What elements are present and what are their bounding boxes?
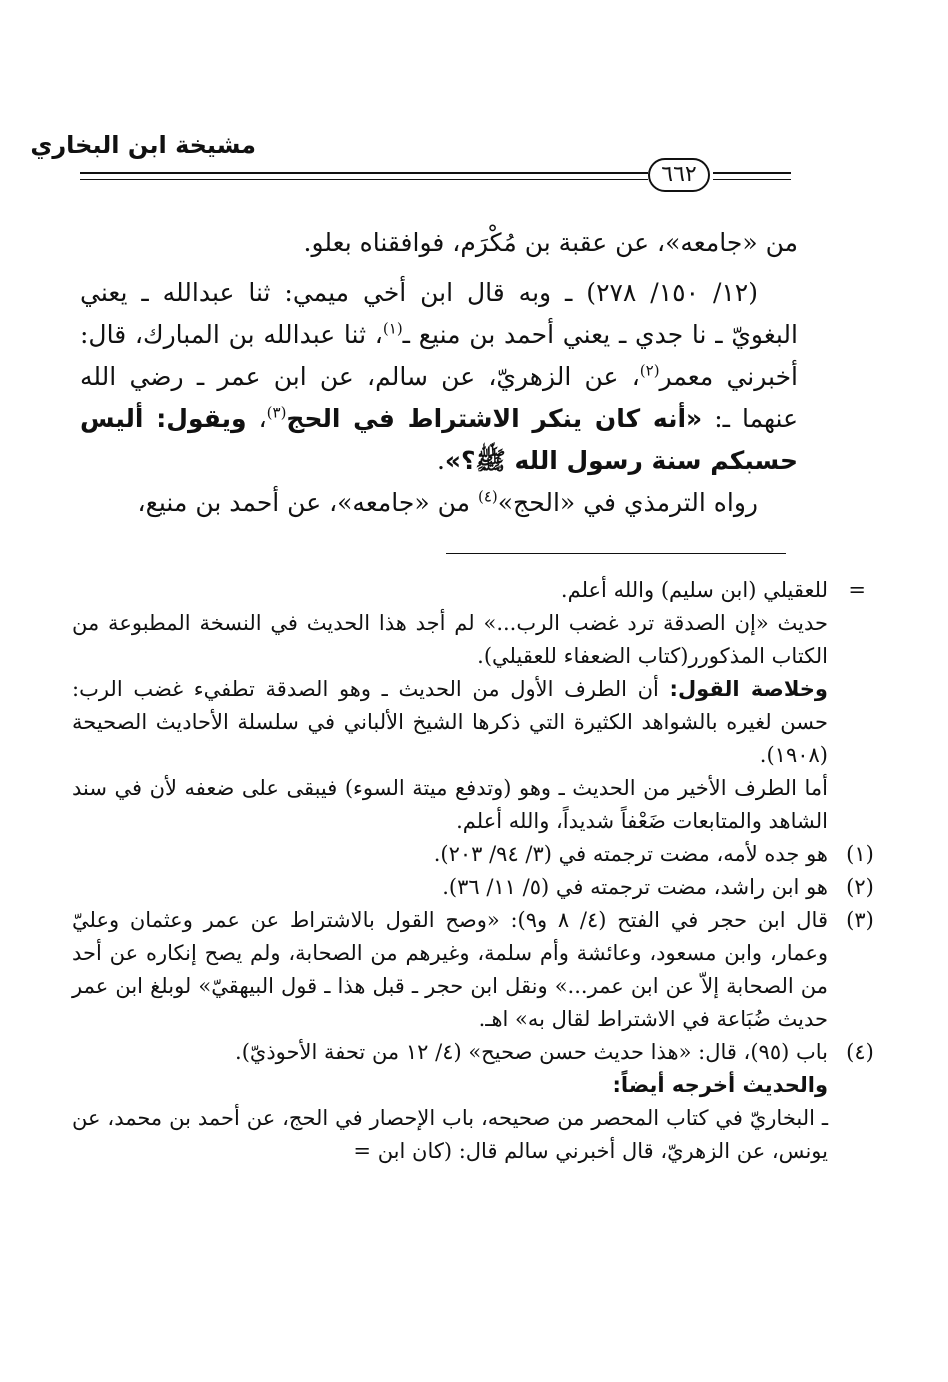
footnote-text: باب (٩٥)، قال: «هذا حديث حسن صحيح» (٤/ ١٢ من تحفة الأحوذيّ). <box>235 1040 828 1064</box>
footnote-continuation <box>72 772 828 838</box>
footnote-heading: والحديث أخرجه أيضاً: <box>612 1073 828 1097</box>
paragraph-text: . <box>436 446 445 475</box>
footnote-item <box>72 904 874 1036</box>
hadith-paragraph <box>80 272 798 482</box>
footnote-text: هو ابن راشد، مضت ترجمته في (٥/ ١١/ ٣٦). <box>442 875 828 899</box>
paragraph-text: من «جامعه»، عن أحمد بن منيع، <box>137 488 478 517</box>
footnote-continuation <box>72 607 828 673</box>
paragraph-text: من «جامعه»، عن عقبة بن مُكْرَم، فوافقناه بعلو. <box>303 228 798 257</box>
footnote-text: هو جده لأمه، مضت ترجمته في (٣/ ٩٤/ ٢٠٣). <box>433 842 828 866</box>
footnote-subheading <box>72 1069 828 1102</box>
paragraph-text: (١٢/ ١٥٠/ ٢٧٨) ـ وبه قال ابن أخي ميمي: ثنا عبدالله ـ يعني البغويّ ـ نا جدي ـ يعني أحمد بن منيع ـ <box>80 278 798 349</box>
paragraph-text: ، عن الزهريّ، عن سالم، عن ابن عمر ـ رضي الله عنهما ـ: <box>80 362 799 433</box>
running-title: مشيخة ابن البخاري <box>30 131 256 159</box>
footnote-ref[interactable]: (٣) <box>266 403 287 422</box>
header-rule <box>80 179 648 180</box>
footnote-text: أما الطرف الأخير من الحديث ـ وهو (وتدفع ميتة السوء) فيبقى على ضعفه لأن في سند الشاهد والمتابعات ضَعْفاً شديداً، والله أعلم. <box>72 776 828 833</box>
footnote-text: قال ابن حجر في الفتح (٤/ ٨ و٩): «وصح القول بالاشتراط عن عمر وعثمان وعليّ وعمار، وابن مسعود، وعائشة وأم سلمة، وغيرهم من الصحابة، ولم يصح إنكاره عن أحد من الصحابة إلاّ عن ابن عمر...» ونقل ابن حجر ـ قبل هذا ـ قول البيهقيّ» لوبلغ ابن عمر حديث ضُبَاعة في الاشتراط لقال به» اهـ. <box>72 908 828 1031</box>
paragraph <box>80 222 798 264</box>
footnote-number: (١) <box>846 842 874 866</box>
footnotes <box>72 574 874 1168</box>
header-rule <box>713 172 791 174</box>
paragraph-text: رواه الترمذي في «الحج» <box>497 488 758 517</box>
header-rule <box>80 172 648 174</box>
footnote-ref[interactable]: (٤) <box>477 487 498 506</box>
footnote-number: (٣) <box>846 908 874 932</box>
continuation-mark: = <box>848 578 866 602</box>
footnote-ref[interactable]: (١) <box>382 319 403 338</box>
footnote-text: للعقيلي (ابن سليم) والله أعلم. <box>560 578 828 602</box>
paragraph-text: ، ثنا عبدالله بن المبارك، قال: أخبرني معمر <box>80 320 798 391</box>
footnote-heading: وخلاصة القول: <box>669 677 828 701</box>
paragraph <box>80 482 798 524</box>
footnote-ref[interactable]: (٢) <box>639 361 660 380</box>
footnote-number: (٢) <box>846 875 874 899</box>
hadith-text: ويقول: أليس حسبكم سنة رسول الله ﷺ؟» <box>80 404 798 475</box>
footnote-item <box>72 1036 874 1069</box>
footnote-text: أن الطرف الأول من الحديث ـ وهو الصدقة تطفيء غضب الرب: حسن لغيره بالشواهد الكثيرة التي ذكرها الشيخ الألباني في سلسلة الأحاديث الصحيحة (١٩٠٨). <box>72 677 828 767</box>
footnote-item <box>72 838 874 871</box>
footnote-continuation <box>72 574 866 607</box>
hadith-text: «أنه كان ينكر الاشتراط في الحج <box>286 404 703 433</box>
footnote-continuation <box>72 1102 828 1168</box>
footnote-number: (٤) <box>846 1040 874 1064</box>
page-number: ٦٦٢ <box>648 158 710 192</box>
paragraph-text: ، <box>246 404 267 433</box>
footnote-continuation <box>72 673 828 772</box>
footnote-text: حديث «إن الصدقة ترد غضب الرب...» لم أجد هذا الحديث في النسخة المطبوعة من الكتاب المذكورر(كتاب الضعفاء للعقيلي). <box>72 611 828 668</box>
main-text <box>80 222 798 524</box>
header-rule <box>713 179 791 180</box>
footnote-separator <box>446 553 786 554</box>
footnote-item <box>72 871 874 904</box>
footnote-text: ـ البخاريّ في كتاب المحصر من صحيحه، باب الإحصار في الحج، عن أحمد بن محمد، عن يونس، عن الزهريّ، قال أخبرني سالم قال: (كان ابن = <box>72 1106 828 1163</box>
